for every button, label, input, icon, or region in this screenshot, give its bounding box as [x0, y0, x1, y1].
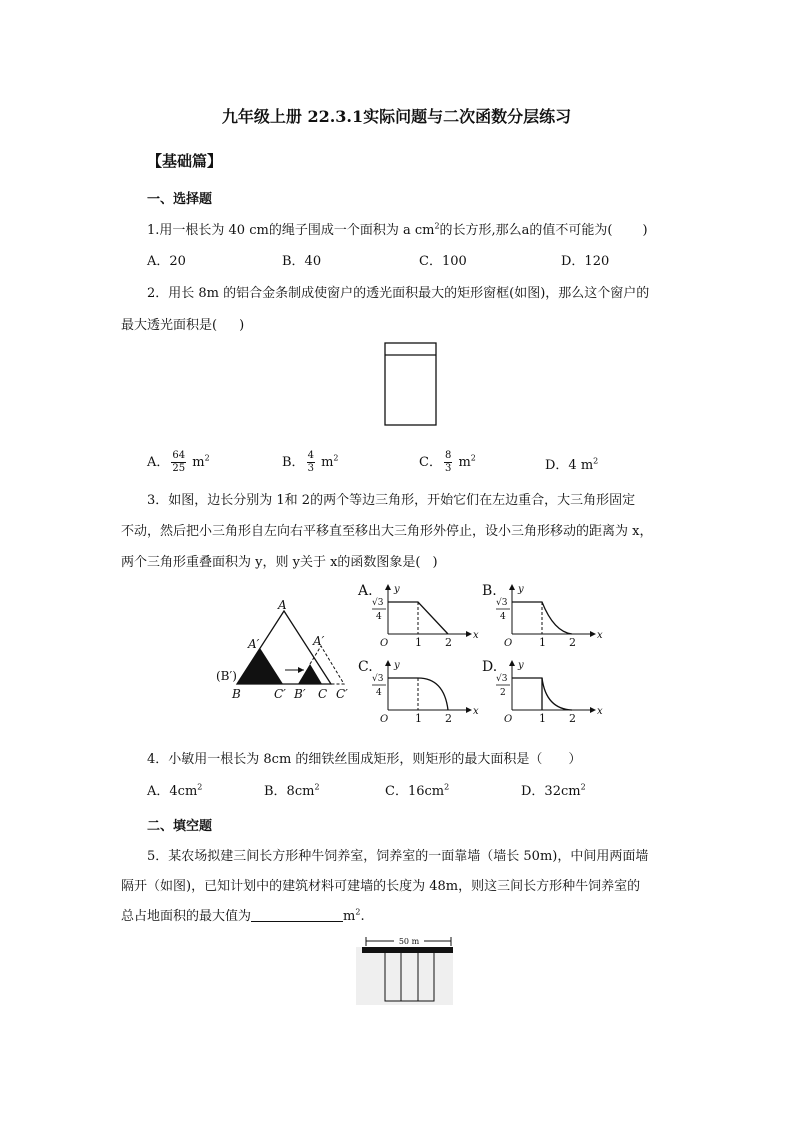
y-value-top: √3	[496, 674, 508, 684]
x-tick-1: 1	[539, 712, 546, 725]
q5-period: .	[360, 909, 365, 924]
q2-option-c-fraction	[444, 450, 452, 475]
y-axis-arrow	[385, 584, 391, 590]
x-tick-2: 2	[445, 636, 452, 649]
q5-unit: m	[343, 909, 356, 924]
small-triangle-start	[237, 648, 283, 684]
y-axis-var: y	[518, 584, 524, 595]
graph-option-label: B.	[482, 583, 497, 599]
q2-option-a-num: 64	[172, 450, 186, 461]
y-value-denominator: 2	[500, 688, 506, 698]
y-value-top: √3	[372, 674, 384, 684]
q1-option-d: D．120	[561, 254, 610, 269]
q3-line-2: 不动，然后把小三角形自左向右平移直至移出大三角形外停止，设小三角形移动的距离为 x，	[121, 524, 653, 539]
q2-option-a-label: A．	[147, 455, 170, 470]
x-tick-2: 2	[569, 712, 576, 725]
origin-label: O	[380, 638, 389, 649]
origin-label: O	[380, 714, 389, 725]
q1-stem-c: )	[642, 223, 648, 238]
question-1	[147, 219, 648, 238]
graph-option-label: C.	[358, 659, 373, 675]
q1-stem-b: 的长方形,那么a的值不可能为(	[439, 223, 613, 238]
move-arrowhead	[298, 667, 304, 673]
q2-option-c: C． $\frac{8}{3}$ $m^2$	[419, 450, 476, 474]
q2-line-1: 2．用长 8m 的铝合金条制成使窗户的透光面积最大的矩形窗框(如图)，那么这个窗户的	[147, 286, 650, 301]
existing-wall	[362, 947, 453, 953]
q5-line-3: 总占地面积的最大值为 $m^2$.	[121, 907, 365, 924]
x-axis-var: x	[473, 630, 479, 641]
q2-line-2-close: )	[239, 318, 245, 333]
y-axis-var: y	[394, 584, 400, 595]
y-axis-var: y	[394, 660, 400, 671]
q1-option-c: C．100	[419, 254, 467, 269]
label-A: A	[278, 598, 287, 612]
q2-line-2	[121, 314, 244, 333]
figure-background	[356, 947, 453, 1005]
x-tick-1: 1	[539, 636, 546, 649]
q2-option-d: D．4 $m^2$	[545, 456, 599, 473]
window-frame-figure	[384, 342, 438, 428]
y-axis-arrow	[385, 660, 391, 666]
x-tick-1: 1	[415, 712, 422, 725]
graph-option-label: A.	[358, 583, 373, 599]
q4-option-b-text: B．8cm	[264, 784, 315, 799]
label-B-prime-start: (B′)	[216, 669, 237, 683]
q2-option-b-unit: m	[321, 455, 334, 470]
q2-option-a-den: 25	[172, 463, 186, 474]
q5-line-1: 5．某农场拟建三间长方形种牛饲养室，饲养室的一面靠墙（墙长 50m)，中间用两面墙	[147, 849, 649, 864]
origin-label: O	[504, 714, 513, 725]
q4-option-d-text: D．32cm	[521, 784, 581, 799]
q1-option-a: A．20	[147, 254, 186, 269]
q3-line-1: 3．如图，边长分别为 1和 2的两个等边三角形，开始它们在左边重合，大三角形固定	[147, 493, 636, 508]
q1-option-b: B．40	[282, 254, 322, 269]
q3-line-3-close: )	[432, 555, 438, 570]
x-axis-var: x	[597, 706, 603, 717]
small-triangle-overlap	[298, 664, 322, 684]
x-tick-2: 2	[445, 712, 452, 725]
x-axis-arrow	[590, 631, 596, 637]
y-value-top: √3	[496, 598, 508, 608]
q2-option-b-num: 4	[307, 450, 314, 461]
answer-graph-b	[482, 584, 602, 650]
q2-option-b: B． $\frac{4}{3}$ $m^2$	[282, 450, 339, 474]
answer-graph-c	[358, 660, 478, 726]
label-B: B	[232, 687, 241, 701]
q2-option-c-num: 8	[444, 450, 452, 461]
label-A-prime-moved: A′	[313, 634, 325, 648]
q2-option-b-fraction	[307, 450, 315, 475]
origin-label: O	[504, 638, 513, 649]
q4-stem: 4．小敏用一根长为 8cm 的细铁丝围成矩形，则矩形的最大面积是（ ）	[147, 752, 582, 767]
x-axis-var: x	[597, 630, 603, 641]
q4-option-c: C．$16cm^2$	[385, 782, 450, 799]
label-B-prime: B′	[294, 687, 306, 701]
q2-option-c-unit: m	[458, 455, 471, 470]
graph-option-label: D.	[482, 659, 498, 675]
y-axis-arrow	[509, 660, 515, 666]
q2-option-d-text: D．4 m	[545, 458, 594, 473]
q5-line-3-text: 总占地面积的最大值为	[121, 909, 252, 924]
label-C-prime: C′	[274, 687, 286, 701]
q3-line-3	[121, 551, 438, 570]
y-axis-arrow	[509, 584, 515, 590]
q4-option-c-text: C．16cm	[385, 784, 445, 799]
label-C: C	[318, 687, 328, 701]
q4-option-a: A．$4cm^2$	[147, 782, 203, 799]
x-axis-arrow	[466, 631, 472, 637]
q3-line-3-text: 两个三角形重叠面积为 y，则 y关于 x的函数图象是(	[121, 555, 421, 570]
q1-stem-a: 1.用一根长为 40 cm的绳子围成一个面积为 a cm	[147, 223, 435, 238]
y-value-denominator: 4	[376, 688, 382, 698]
y-value-top: √3	[372, 598, 384, 608]
part-heading-fill: 二、填空题	[147, 819, 213, 834]
triangle-translation-figure	[212, 598, 362, 702]
x-axis-var: x	[473, 706, 479, 717]
x-axis-arrow	[466, 707, 472, 713]
q5-answer-blank[interactable]	[251, 909, 343, 922]
part-heading-choice: 一、选择题	[147, 192, 213, 207]
q2-option-a: A． $\frac{64}{25}$ $m^2$	[147, 450, 210, 474]
x-tick-2: 2	[569, 636, 576, 649]
y-value-denominator: 4	[376, 612, 382, 622]
q5-line-2: 隔开（如图)，已知计划中的建筑材料可建墙的长度为 48m，则这三间长方形种牛饲养室的	[121, 879, 641, 894]
wall-length-label: 50 m	[398, 937, 420, 946]
x-axis-arrow	[590, 707, 596, 713]
q2-option-a-fraction	[171, 450, 186, 475]
section-heading-basic: 【基础篇】	[147, 152, 223, 170]
label-C-prime-moved: C′	[336, 687, 348, 701]
q2-option-c-label: C．	[419, 455, 442, 470]
q2-option-b-den: 3	[307, 463, 314, 474]
q1-sup: 2	[434, 221, 440, 231]
answer-graph-a	[358, 584, 478, 650]
answer-graph-d	[482, 660, 602, 726]
page-title: 九年级上册 22.3.1实际问题与二次函数分层练习	[221, 107, 572, 126]
label-A-prime: A′	[248, 637, 260, 651]
q4-option-d: D．$32cm^2$	[521, 782, 586, 799]
q4-option-a-text: A．4cm	[147, 784, 198, 799]
x-tick-1: 1	[415, 636, 422, 649]
q2-option-a-unit: m	[192, 455, 205, 470]
y-value-denominator: 4	[500, 612, 506, 622]
q4-option-b: B．$8cm^2$	[264, 782, 320, 799]
feeding-room-figure	[356, 935, 456, 1007]
q2-line-2-text: 最大透光面积是(	[121, 318, 218, 333]
q2-option-c-den: 3	[444, 463, 452, 474]
y-axis-var: y	[518, 660, 524, 671]
q2-option-b-label: B．	[282, 455, 305, 470]
